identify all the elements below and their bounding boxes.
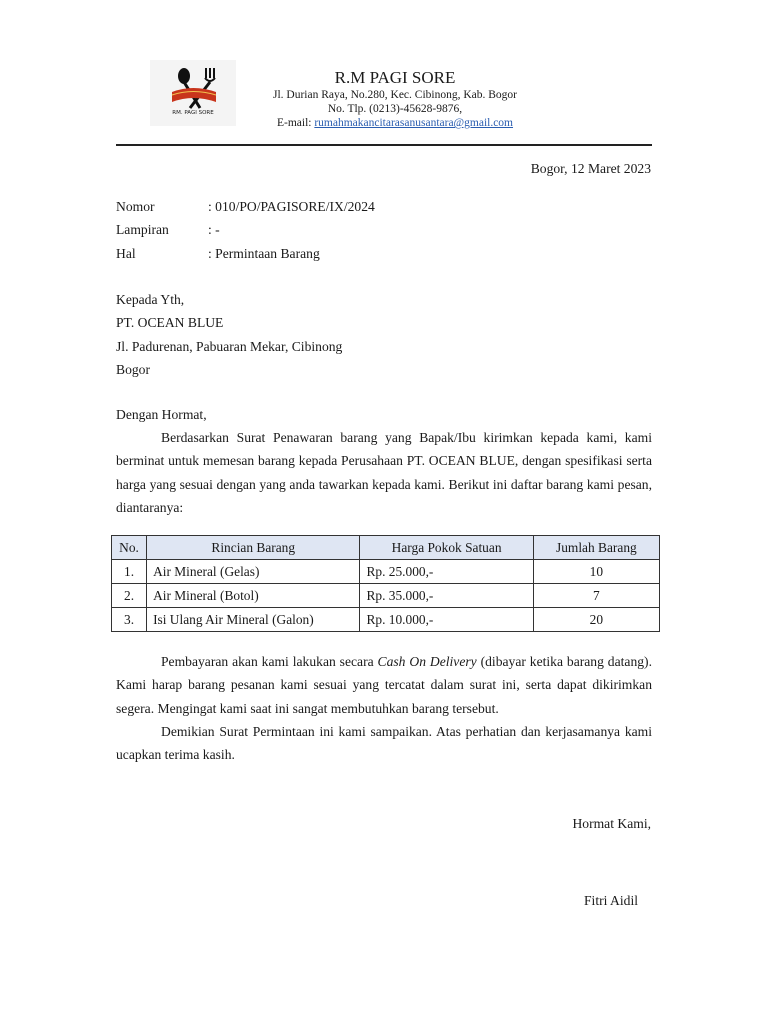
- items-table: [111, 535, 660, 632]
- header-price: Harga Pokok Satuan: [360, 536, 533, 560]
- cell-no: 3.: [112, 608, 147, 632]
- cell-item: Air Mineral (Gelas): [147, 560, 360, 584]
- payment-text: [116, 650, 652, 720]
- cell-item: Isi Ulang Air Mineral (Galon): [147, 608, 360, 632]
- payment-text-before: Pembayaran akan kami lakukan secara: [161, 654, 378, 669]
- table-header-row: [112, 536, 660, 560]
- meta-key-hal: Hal: [116, 246, 136, 261]
- logo-caption: RM. PAGI SORE: [172, 110, 214, 116]
- cell-no: 2.: [112, 584, 147, 608]
- email-link[interactable]: rumahmakancitarasanusantara@gmail.com: [314, 117, 514, 129]
- signatory-name: Fitri Aidil: [583, 893, 638, 908]
- company-phone: No. Tlp. (0213)-45628-9876,: [327, 103, 463, 115]
- company-name: R.M PAGI SORE: [334, 68, 456, 87]
- greeting: Dengan Hormat,: [116, 407, 207, 422]
- meta-key-lampiran: Lampiran: [116, 222, 169, 237]
- cell-qty: 10: [533, 560, 659, 584]
- payment-method: Cash On Delivery: [377, 654, 477, 669]
- email-label: E-mail:: [276, 117, 312, 129]
- recipient-city: Bogor: [116, 362, 150, 377]
- cell-price: Rp. 10.000,-: [360, 608, 533, 632]
- header-item: Rincian Barang: [147, 536, 360, 560]
- recipient-name: PT. OCEAN BLUE: [116, 315, 224, 330]
- cell-qty: 7: [533, 584, 659, 608]
- cell-no: 1.: [112, 560, 147, 584]
- recipient-address: Jl. Padurenan, Pabuaran Mekar, Cibinong: [116, 339, 343, 354]
- meta-value-nomor: : 010/PO/PAGISORE/IX/2024: [208, 199, 375, 214]
- intro-text: Berdasarkan Surat Penawaran barang yang Bapak/Ibu kirimkan kepada kami, kami berminat untuk memesan barang kepada Perusahaan PT. OCEAN BLUE, dengan spesifikasi serta harga yang sesuai dengan yang anda tawarkan kepada kami. Berikut ini daftar barang kami pesan, diantaranya:: [116, 430, 652, 515]
- header-qty: Jumlah Barang: [533, 536, 659, 560]
- table-row: [112, 560, 660, 584]
- table-row: [112, 584, 660, 608]
- cell-price: Rp. 35.000,-: [360, 584, 533, 608]
- sign-off: Hormat Kami,: [572, 816, 651, 831]
- cell-item: Air Mineral (Botol): [147, 584, 360, 608]
- intro-paragraph: [116, 426, 652, 519]
- recipient-salutation: Kepada Yth,: [116, 292, 185, 307]
- meta-value-hal: : Permintaan Barang: [208, 246, 320, 261]
- payment-text-after: (dibayar ketika barang datang). Kami harap barang pesanan kami sesuai yang tercatat dalam surat ini, serta dapat dikirimkan segera. Mengingat kami saat ini sangat membutuhkan barang tersebut.: [116, 654, 652, 716]
- closing-paragraph: Demikian Surat Permintaan ini kami sampaikan. Atas perhatian dan kerjasamanya kami ucapkan terima kasih.: [116, 723, 652, 763]
- header-no: No.: [112, 536, 147, 560]
- company-address: Jl. Durian Raya, No.280, Kec. Cibinong, Kab. Bogor: [272, 89, 518, 101]
- company-email-line: [240, 116, 550, 131]
- cell-qty: 20: [533, 608, 659, 632]
- table-row: [112, 608, 660, 632]
- letter-date: Bogor, 12 Maret 2023: [530, 161, 651, 176]
- cell-price: Rp. 25.000,-: [360, 560, 533, 584]
- meta-value-lampiran: : -: [208, 222, 220, 237]
- payment-paragraph: [116, 650, 652, 766]
- meta-key-nomor: Nomor: [116, 199, 155, 214]
- letterhead-divider: [116, 144, 652, 146]
- company-logo: [150, 60, 236, 126]
